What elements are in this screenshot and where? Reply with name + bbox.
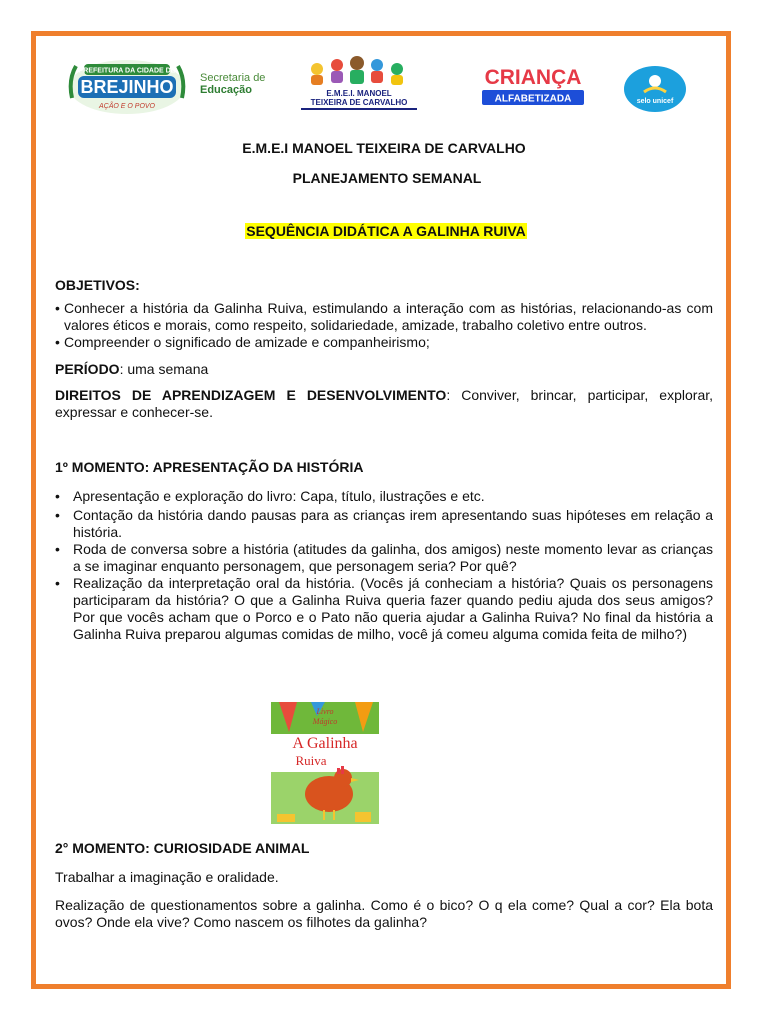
period-value: : uma semana	[119, 361, 209, 377]
plan-title: PLANEJAMENTO SEMANAL	[292, 170, 482, 186]
moment2-section	[55, 840, 713, 931]
book-title-line1: A Galinha	[292, 735, 358, 752]
brejinho-logo	[66, 58, 188, 116]
moment1-text: Contação da história dando pausas para as crianças irem apresentando suas hipóteses em relação a história.	[73, 507, 713, 540]
book-series-line1: Livro	[316, 707, 334, 716]
brejinho-top-text: PREFEITURA DA CIDADE DE	[78, 67, 176, 75]
crianca-alfabetizada-logo	[480, 62, 586, 108]
moment2-title: 2° MOMENTO: CURIOSIDADE ANIMAL	[55, 840, 310, 856]
moment2-p1: Trabalhar a imaginação e oralidade.	[55, 869, 279, 885]
period-label: PERÍODO	[55, 361, 120, 377]
book-title-line2: Ruiva	[295, 753, 327, 768]
objective-text: Conhecer a história da Galinha Ruiva, estimulando a interação com as histórias, relacionando-as com valores éticos e morais, como respeito, solidariedade, amizade, trabalho coletivo entre outros.	[64, 300, 713, 333]
objectives-title: OBJETIVOS:	[55, 277, 140, 293]
selo-unicef-logo	[622, 64, 688, 114]
book-series-line2: Mágico	[312, 717, 338, 726]
bullet-icon: •	[55, 541, 60, 557]
brejinho-motto-text: AÇÃO E O POVO	[98, 103, 156, 110]
moment2-p2: Realização de questionamentos sobre a galinha. Como é o bico? O q ela come? Qual a cor? Ela bota ovos? Onde ela vive? Como nascem os filhotes da galinha?	[55, 897, 713, 930]
book-cover-image	[271, 702, 379, 824]
rights	[55, 387, 713, 421]
moment1-item	[55, 507, 713, 541]
objective-item	[55, 334, 713, 351]
objective-text: Compreender o significado de amizade e companheirismo;	[64, 334, 430, 350]
secretaria-logo	[200, 72, 265, 96]
rights-value: : Conviver, brincar, participar, explorar, expressar e conhecer-se.	[55, 387, 714, 420]
moment1-text: Roda de conversa sobre a história (atitudes da galinha, dos amigos) neste momento levar as crianças a se imaginar enquanto personagem, que personagem seria? Por quê?	[73, 541, 713, 574]
sequence-title: SEQUÊNCIA DIDÁTICA A GALINHA RUIVA	[246, 223, 526, 239]
alfabetizada-text: ALFABETIZADA	[494, 93, 572, 105]
bullet-icon: •	[55, 488, 60, 504]
brejinho-main-text: BREJINHO	[80, 77, 174, 97]
secretaria-line2: Educação	[200, 84, 252, 96]
selo-text: selo unicef	[636, 98, 674, 105]
moment1-text: Apresentação e exploração do livro: Capa, título, ilustrações e etc.	[73, 488, 485, 504]
document-body	[55, 140, 713, 643]
emei-logo	[295, 55, 423, 113]
secretaria-line1: Secretaria de	[200, 72, 266, 84]
moment1-item	[55, 541, 713, 575]
bullet-icon: •	[55, 300, 60, 316]
crianca-text: CRIANÇA	[484, 66, 582, 89]
emei-line2: TEIXEIRA DE CARVALHO	[310, 98, 408, 107]
logos-row	[0, 0, 768, 120]
period	[55, 361, 713, 378]
emei-line1: E.M.E.I. MANOEL	[326, 89, 392, 98]
school-name: E.M.E.I MANOEL TEIXEIRA DE CARVALHO	[242, 140, 526, 156]
bullet-icon: •	[55, 334, 60, 350]
moment1-item	[55, 575, 713, 643]
sequence-title-wrap	[55, 223, 713, 240]
moment1-text: Realização da interpretação oral da história. (Vocês já conheciam a história? Quais os personagens participaram da história? O que a Galinha Ruiva queria fazer quando pediu ajuda dos seus amigos? Por que vocês acham que o Porco e o Pato não queria ajudar a Galinha Ruiva? No final da história a Galinha Ruiva preparou algumas comidas de milho, você já comeu alguma comida feita de milho?)	[73, 575, 713, 642]
bullet-icon: •	[55, 507, 60, 523]
rights-label: DIREITOS DE APRENDIZAGEM E DESENVOLVIMENTO	[55, 387, 447, 403]
objective-item	[55, 300, 713, 334]
moment1-title: 1º MOMENTO: APRESENTAÇÃO DA HISTÓRIA	[55, 459, 364, 475]
moment1-item	[55, 488, 713, 505]
bullet-icon: •	[55, 575, 60, 591]
